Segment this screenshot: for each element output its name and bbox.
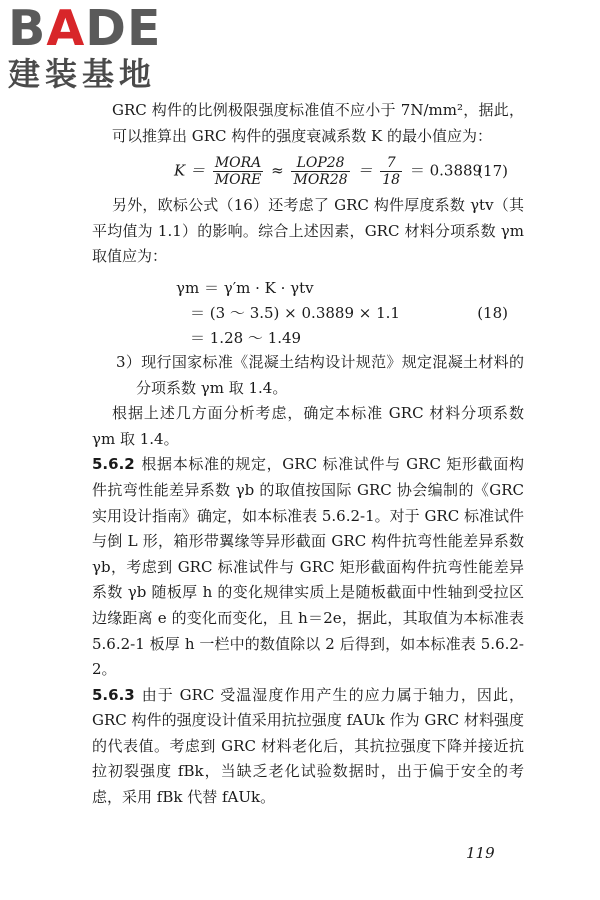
bade-logo xyxy=(8,0,183,93)
equation-18-line-3: ＝ 1.28 ～ 1.49 xyxy=(190,328,302,347)
equation-18 xyxy=(92,270,524,350)
section-text: 根据本标准的规定，GRC 标准试件与 GRC 矩形截面构件抗弯性能差异系数 γb 的取值按国际 GRC 协会编制的《GRC 实用设计指南》确定，如本标准表 5.6.2-1。对于 GRC 标准试件与倒 L 形，箱形带翼缘等异形截面 GRC 构件抗弯性能差异系数 γb，考虑到 GRC 标准试件与 GRC 矩形截面构件抗弯性能差异系数 γb 随板厚 h 的变化规律实质上是随板截面中性轴到受拉区边缘距离 e 的变化而变化，且 h＝2e，据此，其取值为本标准表 5.6.2-1 板厚 h 一栏中的数值除以 2 后得到，如本标准表 5.6.2-2。 xyxy=(92,455,524,679)
paragraph-proportional-limit: GRC 构件的比例极限强度标准值不应小于 7N/mm²，据此，可以推算出 GRC 构件的强度衰减系数 K 的最小值应为： xyxy=(112,101,524,145)
logo-chinese: 建装基地 xyxy=(8,55,157,93)
equation-18-line-2: ＝ (3 ～ 3.5) × 0.3889 × 1.1 xyxy=(190,303,400,322)
equation-number-18: (18) xyxy=(477,303,508,322)
section-number: 5.6.2 xyxy=(92,455,135,474)
equation-number-17: (17) xyxy=(477,162,508,181)
logo-wordmark: BADE xyxy=(8,0,162,57)
fraction-mor: $\frac{\text{MORA}}{\text{MORE}}$ xyxy=(214,155,262,189)
paragraph-conclusion: 根据上述几方面分析考虑，确定本标准 GRC 材料分项系数 γm 取 1.4。 xyxy=(92,404,524,448)
equation-17-expression: K ＝ $\frac{\text{MORA}}{\text{MORE}}$ ≈ $\frac{\text{LOP28}}{\text{MOR28}}$ ＝ $\frac{7}{18}$ ＝ 0.3889 xyxy=(174,155,483,189)
section-5-6-2 xyxy=(92,452,524,682)
section-number: 5.6.3 xyxy=(92,685,135,704)
fraction-seven-eighteenths: $\frac{7}{18}$ xyxy=(382,155,401,189)
equation-18-line-1: γm ＝ γ′m · K · γtv xyxy=(176,278,314,297)
section-5-6-3 xyxy=(92,683,524,811)
fraction-lop: $\frac{\text{LOP28}}{\text{MOR28}}$ xyxy=(293,155,348,189)
page-body xyxy=(92,98,524,811)
paragraph-item-3: 3）现行国家标准《混凝土结构设计规范》规定混凝土材料的分项系数 γm 取 1.4。 xyxy=(116,352,524,397)
page-number: 119 xyxy=(466,844,495,862)
section-text: 由于 GRC 受温湿度作用产生的应力属于轴力，因此，GRC 构件的强度设计值采用抗拉强度 fAUk 作为 GRC 材料强度的代表值。考虑到 GRC 材料老化后，其抗拉强度下降并接近抗拉初裂强度 fBk，当缺乏老化试验数据时，出于偏于安全的考虑，采用 fBk 代替 fAUk。 xyxy=(92,685,524,807)
equation-17 xyxy=(92,149,524,193)
paragraph-thickness-factor: 另外，欧标公式（16）还考虑了 GRC 构件厚度系数 γtv（其平均值为 1.1）的影响。综合上述因素，GRC 材料分项系数 γm 取值应为： xyxy=(92,196,524,266)
